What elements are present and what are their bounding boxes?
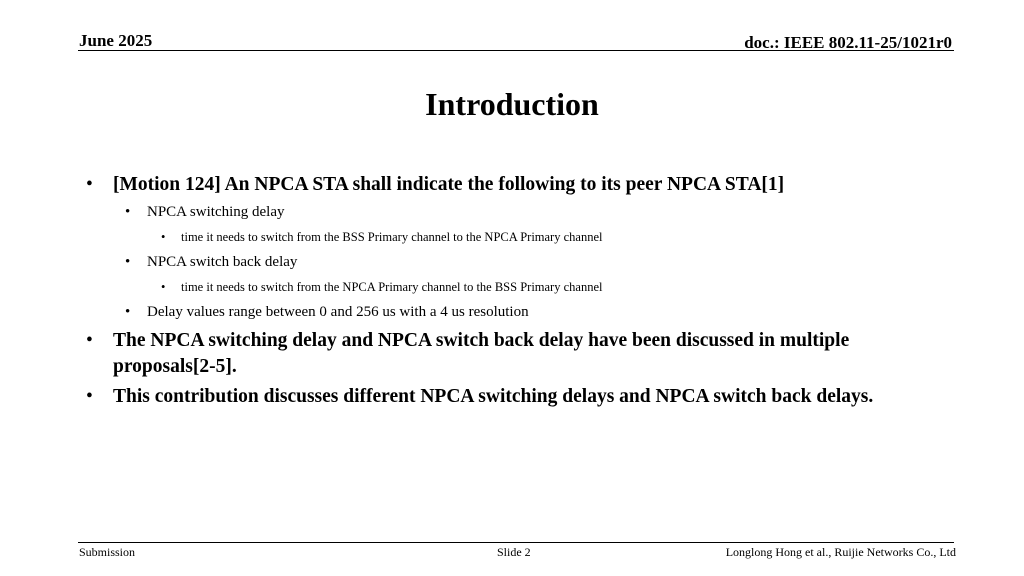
footer-divider [78, 542, 954, 543]
header-date: June 2025 [79, 31, 153, 50]
bullet-dot: • [86, 174, 93, 195]
footer-authors: Longlong Hong et al., Ruijie Networks Co., Ltd [725, 545, 956, 559]
footer-submission: Submission [79, 545, 136, 559]
subsubbullet-switch-back-delay-detail [161, 278, 946, 296]
subsubbullet-switching-delay-detail-text: time it needs to switch from the BSS Primary channel to the NPCA Primary channel [181, 230, 603, 244]
subsubbullet-switch-back-delay-detail-text: time it needs to switch from the NPCA Primary channel to the BSS Primary channel [181, 280, 603, 294]
bullet-motion [86, 172, 946, 198]
subbullet-delay-values [125, 302, 946, 322]
bullet-motion-text: [Motion 124] An NPCA STA shall indicate the following to its peer NPCA STA[1] [113, 174, 785, 195]
bullet-dot: • [161, 230, 166, 244]
slide-title: Introduction [425, 86, 599, 122]
subbullet-switching-delay-text: NPCA switching delay [147, 204, 285, 220]
subsubbullet-switching-delay-detail [161, 228, 946, 246]
subbullet-switching-delay [125, 202, 946, 222]
bullet-dot: • [125, 304, 131, 320]
subbullet-delay-values-text: Delay values range between 0 and 256 us with a 4 us resolution [147, 304, 529, 320]
bullet-discussed [86, 328, 946, 380]
bullet-dot: • [161, 280, 166, 294]
bullet-dot: • [86, 386, 93, 407]
bullet-discussed-text: The NPCA switching delay and NPCA switch back delay have been discussed in multiple proposals[2-5]. [113, 330, 850, 377]
bullet-contribution [86, 384, 946, 410]
bullet-dot: • [125, 254, 131, 270]
bullet-dot: • [125, 204, 131, 220]
subbullet-switch-back-delay [125, 252, 946, 272]
footer-slide-number: Slide 2 [497, 545, 531, 559]
bullet-contribution-text: This contribution discusses different NPCA switching delays and NPCA switch back delays. [113, 386, 874, 407]
subbullet-switch-back-delay-text: NPCA switch back delay [147, 254, 298, 270]
bullet-dot: • [86, 330, 93, 351]
header-doc-id: doc.: IEEE 802.11-25/1021r0 [744, 33, 952, 52]
header-divider [78, 50, 954, 51]
slide-body [86, 172, 946, 410]
